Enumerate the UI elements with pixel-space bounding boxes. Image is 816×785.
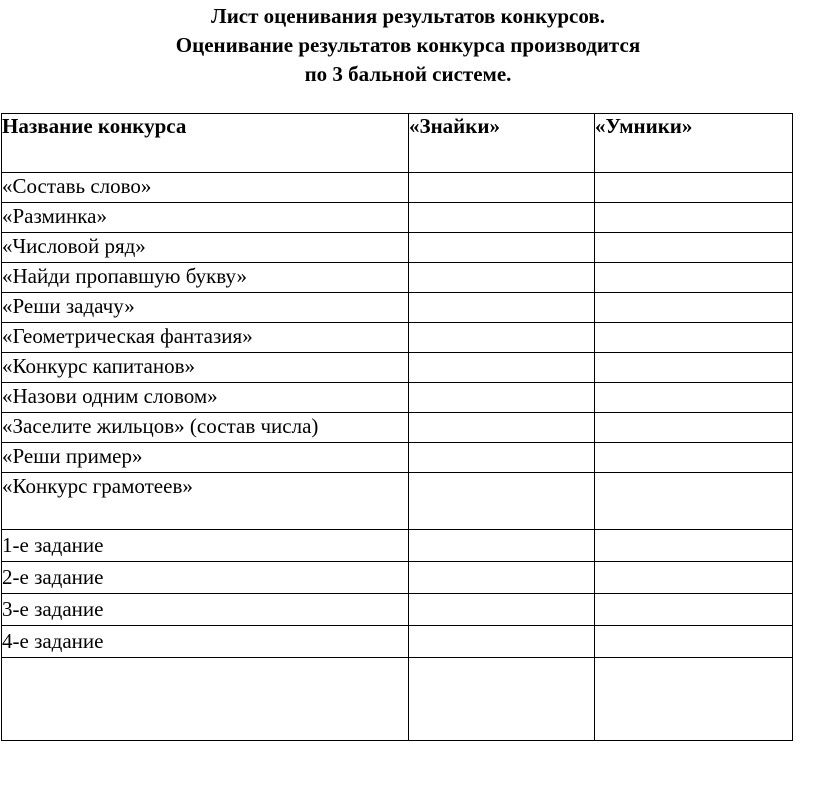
contest-name-cell: «Назови одним словом»	[2, 383, 409, 413]
table-row	[2, 530, 793, 562]
task-name-cell: 2-е задание	[2, 562, 409, 594]
score-cell-umniki[interactable]	[595, 594, 793, 626]
contest-name-cell: «Конкурс грамотеев»	[2, 473, 409, 530]
title-line-3: по 3 бальной системе.	[304, 62, 512, 86]
title-line-2: Оценивание результатов конкурса производится	[175, 33, 641, 57]
score-cell-znayki[interactable]	[409, 293, 595, 323]
table-row	[2, 626, 793, 658]
table-row	[2, 203, 793, 233]
score-cell-znayki[interactable]	[409, 323, 595, 353]
contest-name-cell: «Числовой ряд»	[2, 233, 409, 263]
contest-name-cell: «Заселите жильцов» (состав числа)	[2, 413, 409, 443]
score-cell-znayki[interactable]	[409, 413, 595, 443]
score-cell-umniki[interactable]	[595, 626, 793, 658]
score-cell-znayki[interactable]	[409, 530, 595, 562]
score-cell-umniki[interactable]	[595, 562, 793, 594]
score-cell-znayki[interactable]	[409, 203, 595, 233]
score-cell-umniki[interactable]	[595, 383, 793, 413]
score-cell-znayki[interactable]	[409, 443, 595, 473]
table-row	[2, 233, 793, 263]
contest-name-cell: «Реши задачу»	[2, 293, 409, 323]
score-cell-znayki[interactable]	[409, 626, 595, 658]
table-row	[2, 263, 793, 293]
table-row	[2, 413, 793, 443]
sheet-title	[0, 2, 816, 89]
contest-name-cell: «Реши пример»	[2, 443, 409, 473]
contest-name-cell: «Конкурс капитанов»	[2, 353, 409, 383]
score-cell-znayki[interactable]	[409, 263, 595, 293]
score-cell-umniki[interactable]	[595, 263, 793, 293]
score-cell-umniki[interactable]	[595, 173, 793, 203]
task-name-cell: 4-е задание	[2, 626, 409, 658]
score-cell-znayki[interactable]	[409, 473, 595, 530]
score-cell-znayki[interactable]	[409, 233, 595, 263]
table-row	[2, 594, 793, 626]
contest-name-cell: «Составь слово»	[2, 173, 409, 203]
score-cell-umniki[interactable]	[595, 203, 793, 233]
total-label-cell	[2, 658, 409, 741]
task-name-cell: 3-е задание	[2, 594, 409, 626]
contest-name-cell: «Найди пропавшую букву»	[2, 263, 409, 293]
header-team-umniki: «Умники»	[595, 114, 793, 173]
score-cell-znayki[interactable]	[409, 562, 595, 594]
table-row	[2, 353, 793, 383]
score-cell-znayki[interactable]	[409, 353, 595, 383]
table-row	[2, 383, 793, 413]
header-contest-name: Название конкурса	[2, 114, 409, 173]
scoring-table	[1, 113, 793, 741]
contest-name-cell: «Геометрическая фантазия»	[2, 323, 409, 353]
header-team-znayki: «Знайки»	[409, 114, 595, 173]
score-cell-umniki[interactable]	[595, 443, 793, 473]
table-row	[2, 562, 793, 594]
score-cell-znayki[interactable]	[409, 383, 595, 413]
table-row-total	[2, 658, 793, 741]
table-row	[2, 473, 793, 530]
table-header-row	[2, 114, 793, 173]
table-row	[2, 323, 793, 353]
table-row	[2, 173, 793, 203]
table-row	[2, 443, 793, 473]
table-row	[2, 293, 793, 323]
total-cell-umniki[interactable]	[595, 658, 793, 741]
total-cell-znayki[interactable]	[409, 658, 595, 741]
title-line-1: Лист оценивания результатов конкурсов.	[211, 4, 605, 28]
score-cell-znayki[interactable]	[409, 173, 595, 203]
score-cell-znayki[interactable]	[409, 594, 595, 626]
task-name-cell: 1-е задание	[2, 530, 409, 562]
score-cell-umniki[interactable]	[595, 323, 793, 353]
score-cell-umniki[interactable]	[595, 353, 793, 383]
score-cell-umniki[interactable]	[595, 293, 793, 323]
contest-name-cell: «Разминка»	[2, 203, 409, 233]
score-cell-umniki[interactable]	[595, 413, 793, 443]
score-cell-umniki[interactable]	[595, 473, 793, 530]
score-cell-umniki[interactable]	[595, 233, 793, 263]
score-cell-umniki[interactable]	[595, 530, 793, 562]
